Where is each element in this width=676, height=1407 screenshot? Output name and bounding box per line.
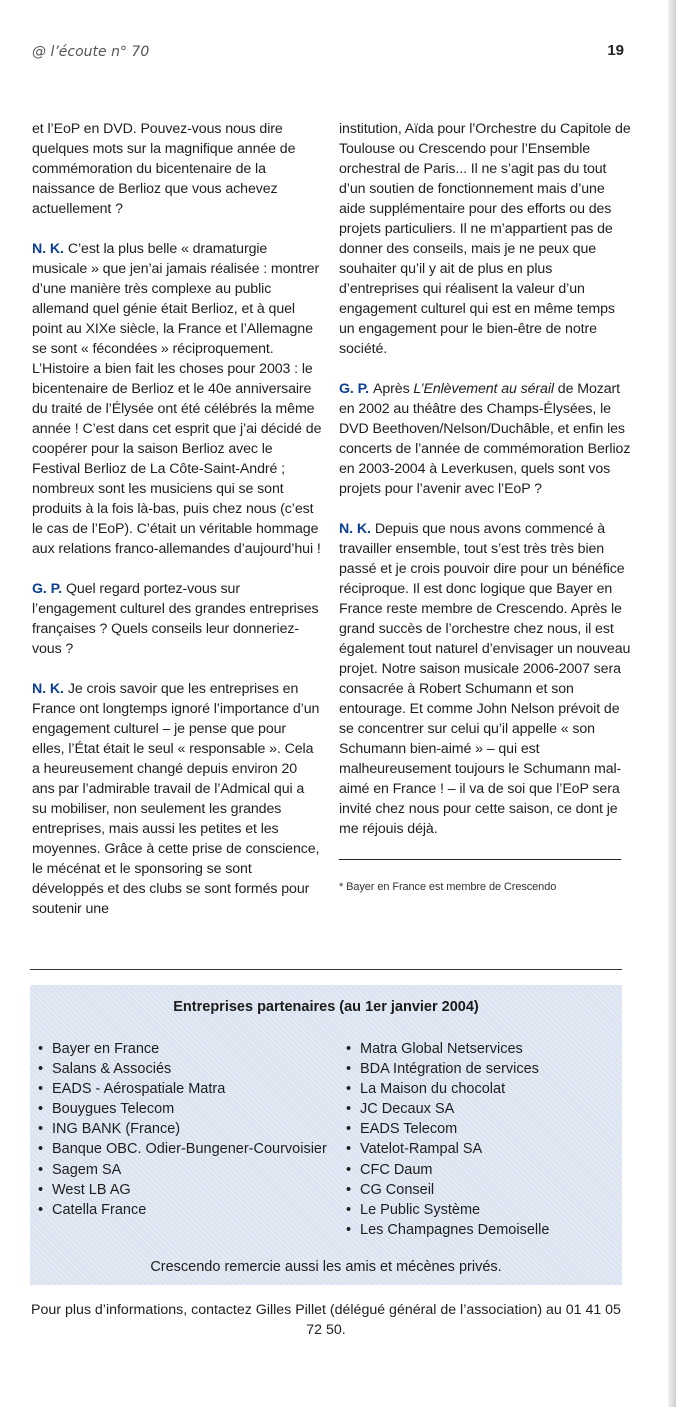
speaker-label: N. K. — [339, 521, 371, 537]
paragraph — [32, 679, 322, 919]
paragraph — [32, 239, 322, 559]
list-item: • Salans & Associés — [38, 1059, 328, 1079]
paragraph-text: de Mozart en 2002 au théâtre des Champs-Élysées, le DVD Beethoven/Nelson/Duchâble, et enfin les concerts de l’année de commémoration Berlioz en 2003-2004 à Leverkusen, quels sont vos projets pour l’avenir avec l’EoP ? — [339, 381, 631, 497]
list-item: • CFC Daum — [346, 1160, 616, 1180]
speaker-label: N. K. — [32, 241, 64, 257]
list-item: • Sagem SA — [38, 1160, 328, 1180]
list-item: • JC Decaux SA — [346, 1099, 616, 1119]
paragraph — [32, 579, 322, 659]
partners-title: Entreprises partenaires (au 1er janvier 2004) — [173, 999, 479, 1015]
magazine-header: @ l’écoute n° 70 — [32, 44, 150, 60]
speaker-label: G. P. — [32, 581, 62, 597]
speaker-label: G. P. — [339, 381, 369, 397]
list-item: • CG Conseil — [346, 1180, 616, 1200]
list-item: • Bouygues Telecom — [38, 1099, 328, 1119]
paragraph-text: Quel regard portez-vous sur l’engagement culturel des grandes entreprises françaises ? Quels conseils leur donneriez-vous ? — [32, 581, 319, 657]
list-item: • Bayer en France — [38, 1039, 328, 1059]
partners-thanks: Crescendo remercie aussi les amis et mécènes privés. — [150, 1259, 502, 1275]
contact-info: Pour plus d’informations, contactez Gilles Pillet (délégué général de l’association) au 01 41 05 72 50. — [31, 1302, 621, 1338]
list-item: • Les Champagnes Demoiselle — [346, 1220, 616, 1240]
footnote: * Bayer en France est membre de Crescendo — [339, 881, 557, 893]
paragraph-text: Après — [373, 381, 414, 397]
paragraph-text: C’est la plus belle « dramaturgie musicale » que jen’ai jamais réalisée : montrer d’une manière très complexe au public allemand quel génie était Berlioz, et à quel point au XIXe siècle, la France et l’Allemagne se sont « fécondées » réciproquement. L’Histoire a bien fait les choses pour 2003 : le bicentenaire de Berlioz et le 40e anniversaire du traité de l’Élysée ont été célébrés la même année ! C’est dans cet esprit que j’ai décidé de coopérer pour la saison Berlioz avec le Festival Berlioz de La Côte-Saint-André ; nombreux sont les musiciens qui se sont produits à la fois là-bas, puis chez nous (c’est le cas de l’EoP). C’était un véritable hommage aux relations franco-allemandes d’aujourd’hui ! — [32, 241, 322, 557]
page-edge — [668, 0, 676, 1407]
list-item: • Catella France — [38, 1200, 328, 1220]
paragraph — [339, 519, 631, 839]
partners-box — [30, 985, 622, 1285]
list-item: • La Maison du chocolat — [346, 1079, 616, 1099]
list-item: • West LB AG — [38, 1180, 328, 1200]
paragraph-text: Je crois savoir que les entreprises en France ont longtemps ignoré l’importance d’un engagement culturel – je pense que pour elles, l’État était le seul « responsable ». Cela a heureusement changé depuis environ 20 ans par l’admirable travail de l’Admical qui a su mobiliser, non seulement les grandes entreprises, mais aussi les petites et les moyennes. Grâce à cette prise de conscience, le mécénat et le sponsoring se sont développés et des clubs se sont formés pour soutenir une — [32, 681, 320, 917]
partners-list-right — [346, 1039, 616, 1240]
right-column — [339, 119, 631, 894]
page-number: 19 — [607, 42, 624, 59]
paragraph — [339, 119, 631, 359]
section-divider — [30, 969, 622, 970]
paragraph-text: Depuis que nous avons commencé à travailler ensemble, tout s’est très très bien passé et je crois pouvoir dire pour un bénéfice réciproque. Il est donc logique que Bayer en France reste membre de Crescendo. Après le grand succès de l’orchestre chez nous, il est également tout naturel d’envisager un nouveau projet. Notre saison musicale 2006-2007 sera consacrée à Robert Schumann et son entourage. Et comme John Nelson prévoit de se concentrer sur celui qu’il appelle « son Schumann bien-aimé » – qui est malheureusement toujours le Schumann mal-aimé en France ! – il va de soi que l’EoP sera invité chez nous pour cette saison, ce dont je me réjouis déjà. — [339, 521, 631, 837]
partners-list-left — [38, 1039, 328, 1220]
list-item: • Le Public Système — [346, 1200, 616, 1220]
list-item: • BDA Intégration de services — [346, 1059, 616, 1079]
left-column — [32, 119, 322, 939]
speaker-label: N. K. — [32, 681, 64, 697]
list-item: • ING BANK (France) — [38, 1119, 328, 1139]
paragraph-text: et l’EoP en DVD. Pouvez-vous nous dire quelques mots sur la magnifique année de commémoration du bicentenaire de la naissance de Berlioz que vous achevez actuellement ? — [32, 121, 296, 217]
list-item: • Vatelot-Rampal SA — [346, 1139, 616, 1159]
footnote-divider — [339, 859, 621, 860]
list-item: • EADS Telecom — [346, 1119, 616, 1139]
paragraph-text: institution, Aïda pour l’Orchestre du Capitole de Toulouse ou Crescendo pour l’Ensemble orchestral de Paris... Il ne s’agit pas du tout d’un soutien de fonctionnement mais d’une aide supplémentaire pour des efforts ou des projets particuliers. Il ne m’appartient pas de donner des conseils, mais je ne peux que souhaiter qu’il y ait de plus en plus d’entreprises qui réalisent la valeur d’un engagement culturel qui est en même temps un engagement pour le bien-être de notre société. — [339, 121, 631, 357]
paragraph — [339, 379, 631, 499]
list-item: • Matra Global Netservices — [346, 1039, 616, 1059]
paragraph — [32, 119, 322, 219]
work-title: L’Enlèvement au sérail — [413, 381, 554, 397]
list-item: • EADS - Aérospatiale Matra — [38, 1079, 328, 1099]
list-item: • Banque OBC. Odier-Bungener-Courvoisier — [38, 1139, 328, 1159]
